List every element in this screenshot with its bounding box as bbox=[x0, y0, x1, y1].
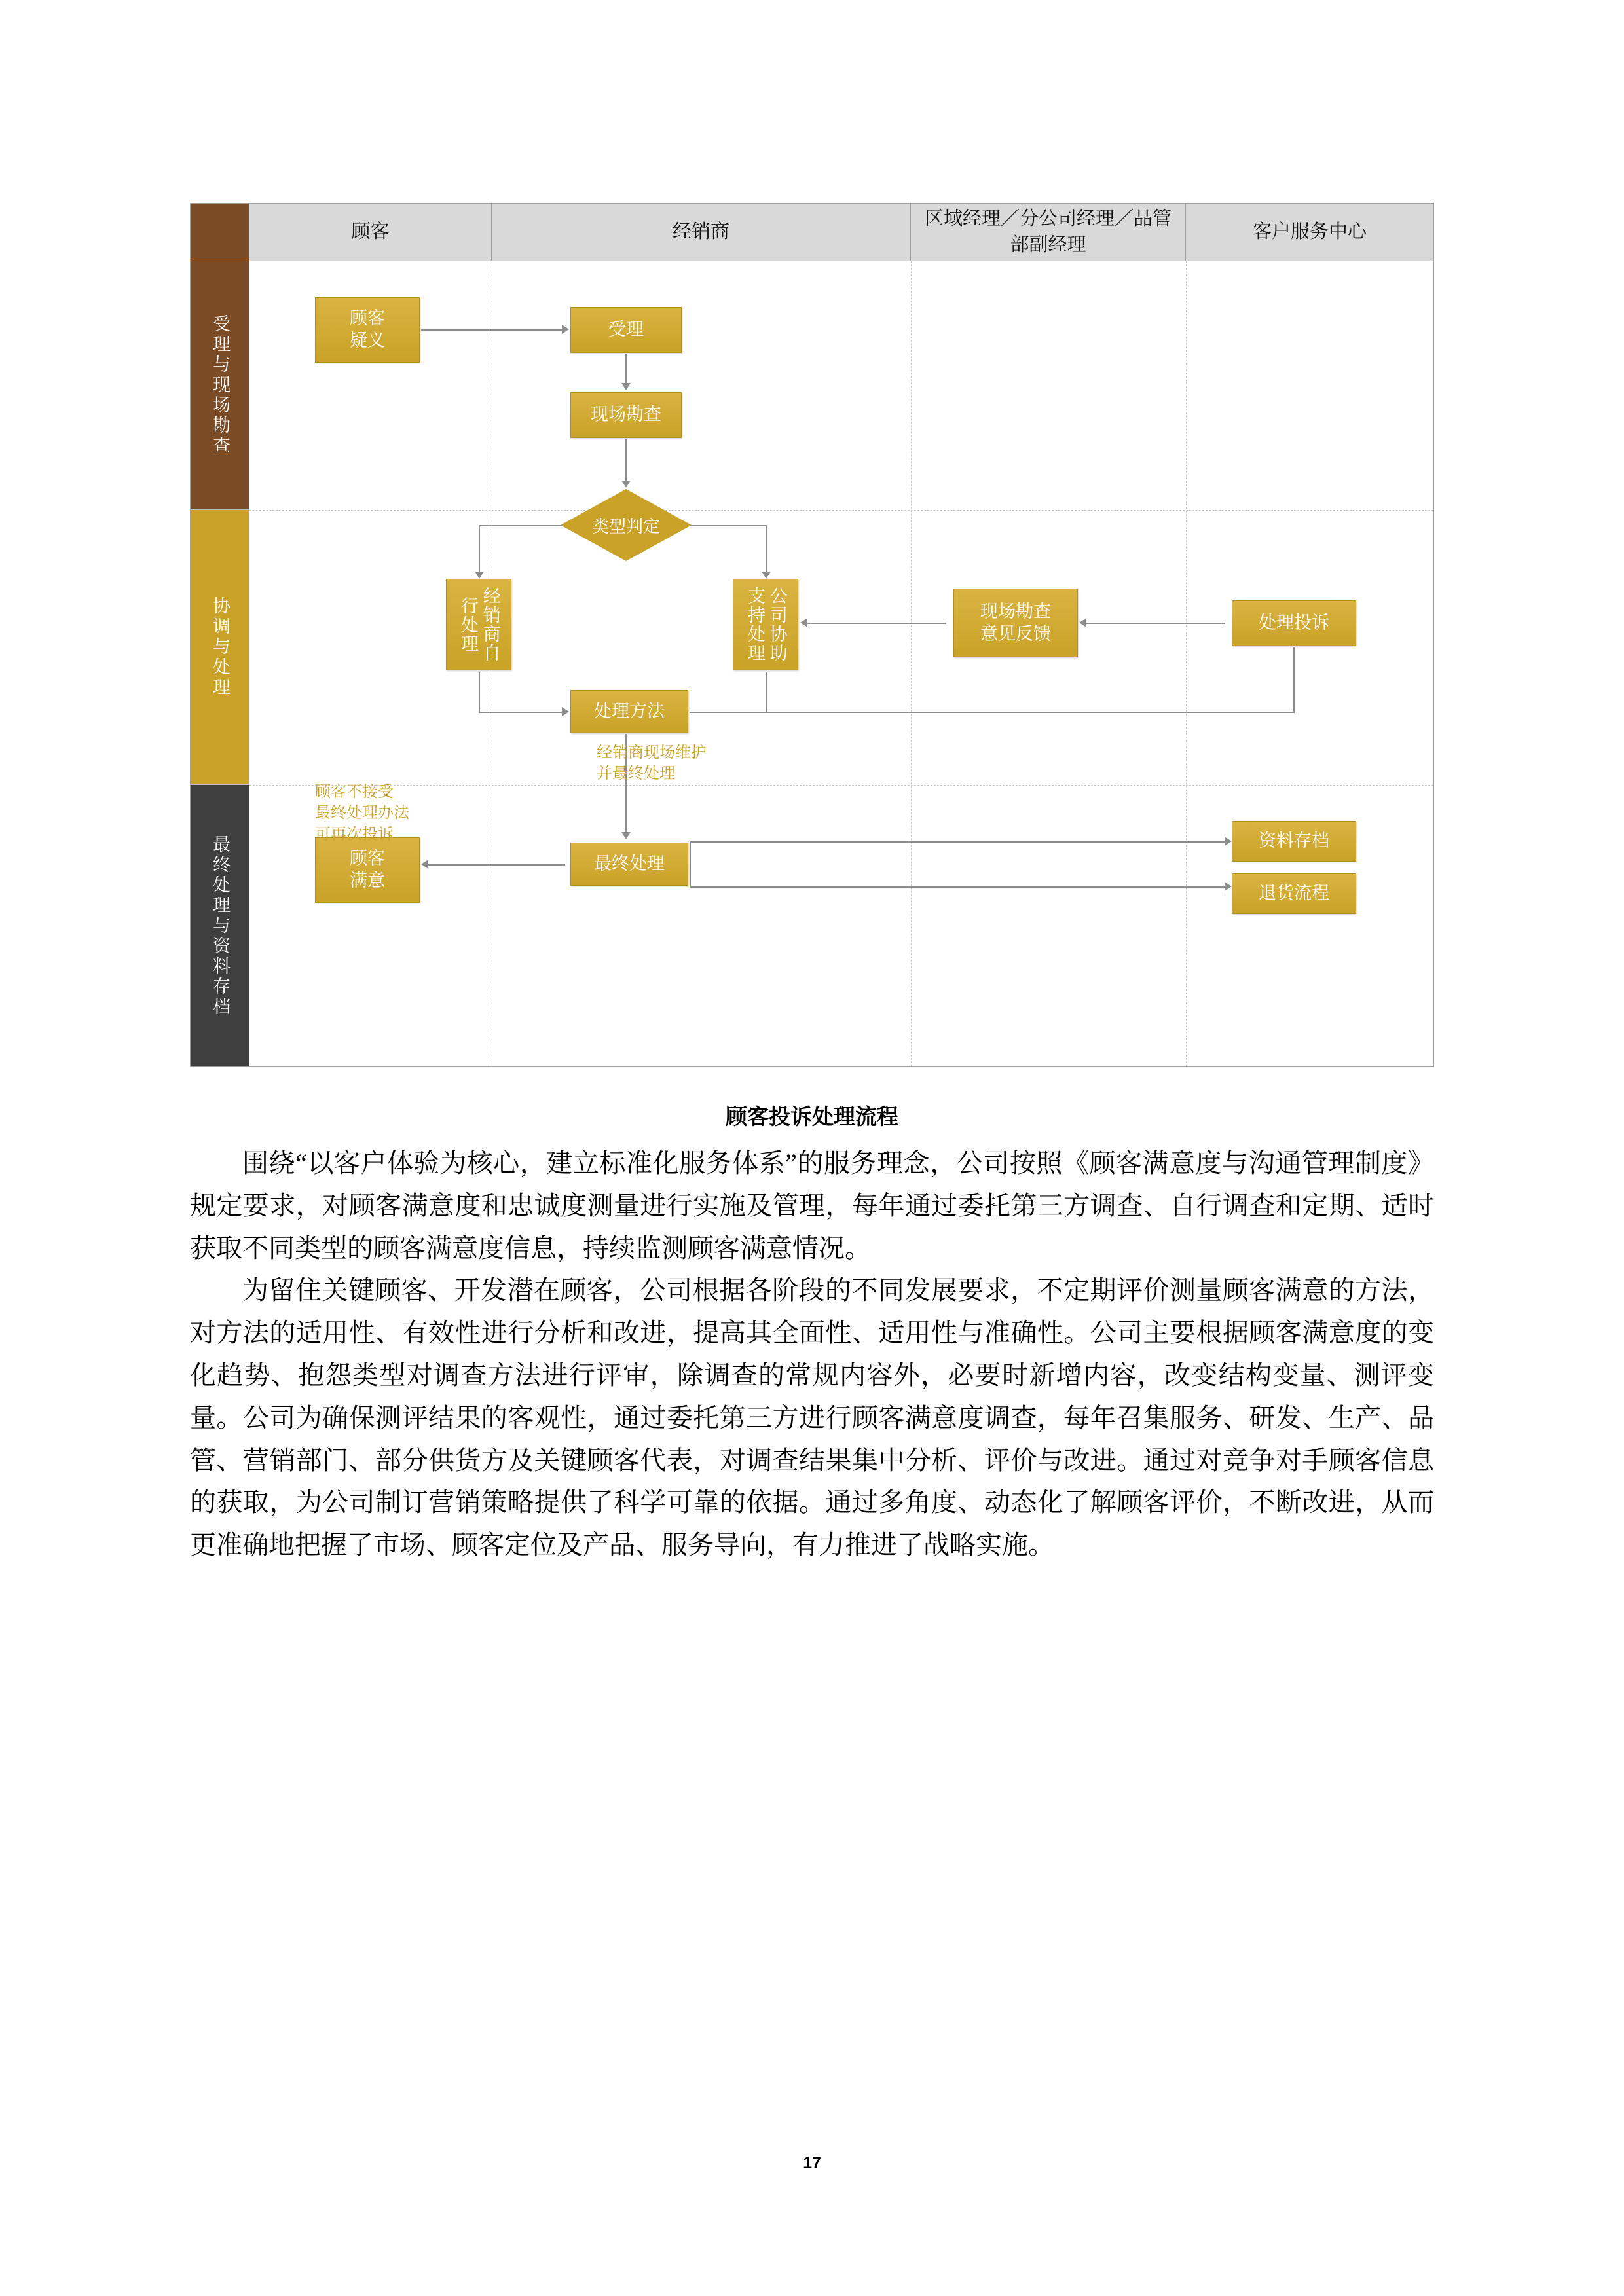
band-divider-1 bbox=[249, 510, 1433, 511]
lane-divider-3 bbox=[1186, 261, 1187, 1066]
node-type-judgement bbox=[561, 489, 692, 561]
arrowhead-survey-to-judge bbox=[621, 481, 631, 488]
arrowhead-method-to-final bbox=[621, 832, 631, 839]
arrowhead-dealer-to-method bbox=[562, 707, 569, 716]
figure-caption: 顾客投诉处理流程 bbox=[726, 1104, 898, 1129]
band-coordinate-handle-label: 协调与处理 bbox=[210, 596, 231, 698]
header-corner-cell bbox=[191, 204, 249, 261]
arrow-dealer-to-method-h bbox=[479, 712, 562, 713]
arrow-complaint-to-feedback bbox=[1086, 623, 1225, 624]
node-survey-feedback: 现场勘查 意见反馈 bbox=[953, 589, 1078, 657]
node-dealer-self-handle: 经销商自行处理 bbox=[446, 579, 511, 670]
header-col-customer: 顾客 bbox=[249, 204, 492, 261]
arrow-judge-left bbox=[479, 525, 563, 526]
node-accept: 受理 bbox=[570, 307, 682, 353]
node-final-handle: 最终处理 bbox=[570, 843, 688, 886]
arrowhead-final-to-archive bbox=[1225, 837, 1232, 846]
body-text bbox=[190, 1142, 1434, 1567]
node-customer-satisfied: 顾客 满意 bbox=[315, 837, 420, 903]
arrowhead-feedback-to-support bbox=[800, 618, 807, 627]
arrowhead-accept-to-survey bbox=[621, 383, 631, 390]
arrow-final-split bbox=[690, 841, 691, 887]
arrow-doubt-to-accept bbox=[421, 329, 562, 331]
node-customer-doubt: 顾客 疑义 bbox=[315, 297, 420, 363]
arrowhead-final-to-return bbox=[1225, 882, 1232, 891]
node-archive: 资料存档 bbox=[1232, 821, 1356, 862]
arrow-judge-right bbox=[690, 525, 767, 526]
node-return-process: 退货流程 bbox=[1232, 873, 1356, 914]
flowchart-body bbox=[191, 261, 1433, 1066]
arrow-complaint-to-method bbox=[690, 712, 1295, 713]
node-type-judgement-label: 类型判定 bbox=[591, 516, 660, 536]
arrowhead-complaint-to-feedback bbox=[1079, 618, 1086, 627]
node-company-support: 公司协助支持处理 bbox=[733, 579, 798, 670]
band-accept-survey-label: 受理与现场勘查 bbox=[210, 314, 231, 456]
arrow-final-to-satisfied bbox=[428, 864, 565, 866]
note-customer-reject: 顾客不接受 最终处理办法 可再次投诉 bbox=[315, 783, 409, 843]
flowchart-header-row bbox=[191, 204, 1433, 261]
node-handle-method: 处理方法 bbox=[570, 690, 688, 733]
arrow-feedback-to-support bbox=[807, 623, 946, 624]
lane-divider-2 bbox=[911, 261, 912, 1066]
node-handle-complaint: 处理投诉 bbox=[1232, 600, 1356, 646]
arrow-judge-left-down bbox=[479, 525, 480, 574]
arrow-dealer-to-method-v bbox=[479, 672, 480, 712]
arrowhead-judge-left bbox=[475, 572, 484, 579]
flowchart-figure bbox=[190, 203, 1434, 1067]
arrow-support-to-method-v bbox=[766, 672, 767, 712]
arrow-final-to-return bbox=[690, 886, 1225, 888]
band-final-archive-label: 最终处理与资料存档 bbox=[210, 834, 231, 1017]
node-site-survey: 现场勘查 bbox=[570, 392, 682, 438]
arrowhead-final-to-satisfied bbox=[421, 860, 428, 869]
band-final-archive bbox=[191, 785, 249, 1066]
band-accept-survey bbox=[191, 261, 249, 510]
arrow-complaint-down bbox=[1293, 647, 1295, 713]
band-divider-2 bbox=[249, 785, 1433, 786]
header-col-dealer: 经销商 bbox=[492, 204, 911, 261]
note-dealer-onsite: 经销商现场维护 并最终处理 bbox=[597, 744, 707, 783]
page-number: 17 bbox=[803, 2154, 821, 2172]
arrow-accept-to-survey bbox=[625, 354, 627, 384]
paragraph-2: 为留住关键顾客、开发潜在顾客，公司根据各阶段的不同发展要求，不定期评价测量顾客满意的方法，对方法的适用性、有效性进行分析和改进，提高其全面性、适用性与准确性。公司主要根据顾客满意度的变化趋势、抱怨类型对调查方法进行评审，除调查的常规内容外，必要时新增内容，改变结构变量、测评变量。公司为确保测评结果的客观性，通过委托第三方进行顾客满意度调查，每年召集服务、研发、生产、品管、营销部门、部分供货方及关键顾客代表，对调查结果集中分析、评价与改进。通过对竞争对手顾客信息的获取，为公司制订营销策略提供了科学可靠的依据。通过多角度、动态化了解顾客评价，不断改进，从而更准确地把握了市场、顾客定位及产品、服务导向，有力推进了战略实施。 bbox=[190, 1275, 1434, 1560]
header-col-service-center: 客户服务中心 bbox=[1186, 204, 1433, 261]
band-coordinate-handle bbox=[191, 510, 249, 785]
arrow-final-to-archive bbox=[690, 841, 1225, 843]
flowchart-lanes bbox=[249, 261, 1433, 1066]
arrowhead-doubt-to-accept bbox=[562, 325, 569, 334]
arrow-judge-right-down bbox=[766, 525, 767, 574]
arrowhead-judge-right bbox=[762, 572, 771, 579]
paragraph-1: 围绕“以客户体验为核心，建立标准化服务体系”的服务理念，公司按照《顾客满意度与沟通管理制度》规定要求，对顾客满意度和忠诚度测量进行实施及管理，每年通过委托第三方调查、自行调查和定期、适时获取不同类型的顾客满意度信息，持续监测顾客满意情况。 bbox=[190, 1148, 1434, 1263]
arrow-survey-to-judge bbox=[625, 439, 627, 482]
header-col-manager: 区域经理／分公司经理／品管部副经理 bbox=[911, 204, 1186, 261]
